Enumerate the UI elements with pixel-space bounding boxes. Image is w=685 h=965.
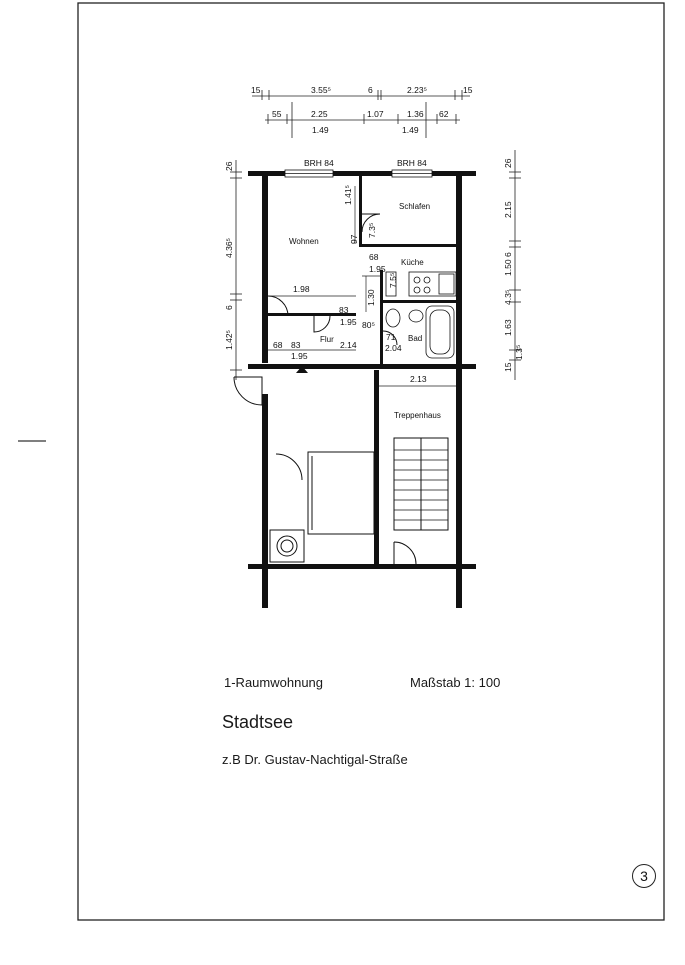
dim-top-2235: 2.23⁵: [407, 85, 428, 95]
page-number-badge: 3: [632, 864, 656, 888]
dim-top-355: 3.55⁵: [311, 85, 332, 95]
dim-inner-195: 1.95: [369, 264, 386, 274]
window-label-left: BRH 84: [304, 158, 334, 168]
scale-label: Maßstab 1: 100: [410, 675, 501, 690]
dim-top-149-right: 1.49: [402, 125, 419, 135]
dim-inner-83-b: 83: [291, 340, 301, 350]
dim-top-225: 2.25: [311, 109, 328, 119]
room-wohnen: Wohnen: [289, 237, 319, 246]
door-swings: [234, 214, 416, 564]
dim-top-15-left: 15: [251, 85, 261, 95]
dim-top-62: 62: [439, 109, 449, 119]
top-dimension-lines: [252, 90, 470, 138]
dim-inner-68: 68: [369, 252, 379, 262]
dim-right-15: 15: [503, 362, 513, 372]
room-bad: Bad: [408, 334, 423, 343]
dim-top-136: 1.36: [407, 109, 424, 119]
room-kueche: Küche: [401, 258, 424, 267]
dim-inner-805: 80⁵: [362, 320, 375, 330]
dim-right-135: 1.3⁵: [514, 344, 524, 360]
dim-right-26: 26: [503, 158, 513, 168]
dim-right-6: 6: [503, 252, 513, 257]
dim-inner-71: 71: [386, 332, 396, 342]
dim-top-107: 1.07: [367, 109, 384, 119]
dim-right-215: 2.15: [503, 201, 513, 218]
dim-inner-1415: 1.41⁵: [343, 184, 353, 205]
dim-inner-97: 97: [349, 234, 359, 244]
dim-inner-130: 1.30: [366, 289, 376, 306]
dim-inner-195-b: 1.95: [340, 317, 357, 327]
room-flur: Flur: [320, 335, 334, 344]
project-name: Stadtsee: [222, 712, 294, 732]
dim-right-435: 4.3⁵: [503, 289, 513, 305]
dim-inner-195-c: 1.95: [291, 351, 308, 361]
dim-left-6: 6: [224, 305, 234, 310]
top-dimension-texts: [251, 85, 473, 135]
inner-dimension-texts: [273, 185, 427, 384]
street-name: z.B Dr. Gustav-Nachtigal-Straße: [222, 752, 408, 767]
dim-inner-755: 7.5⁵: [388, 272, 398, 288]
dim-inner-213: 2.13: [410, 374, 427, 384]
apartment-type: 1-Raumwohnung: [224, 675, 324, 690]
dim-top-149-left: 1.49: [312, 125, 329, 135]
room-treppenhaus: Treppenhaus: [394, 411, 441, 420]
dim-inner-214: 2.14: [340, 340, 357, 350]
dim-right-163: 1.63: [503, 319, 513, 336]
dim-left-4365: 4.36⁵: [224, 237, 234, 258]
window-label-right: BRH 84: [397, 158, 427, 168]
dim-top-6: 6: [368, 85, 373, 95]
dim-inner-198: 1.98: [293, 284, 310, 294]
dim-inner-68-b: 68: [273, 340, 283, 350]
dim-top-55: 55: [272, 109, 282, 119]
room-labels: [289, 202, 441, 420]
dim-left-26: 26: [224, 161, 234, 171]
dim-right-150: 1.50: [503, 259, 513, 276]
dim-inner-735: 7.3⁵: [367, 222, 377, 238]
dim-inner-204: 2.04: [385, 343, 402, 353]
dim-top-15-right: 15: [463, 85, 473, 95]
sheet-border: [78, 3, 664, 920]
dim-left-1425: 1.42⁵: [224, 329, 234, 350]
dim-inner-83: 83: [339, 305, 349, 315]
room-schlafen: Schlafen: [399, 202, 431, 211]
